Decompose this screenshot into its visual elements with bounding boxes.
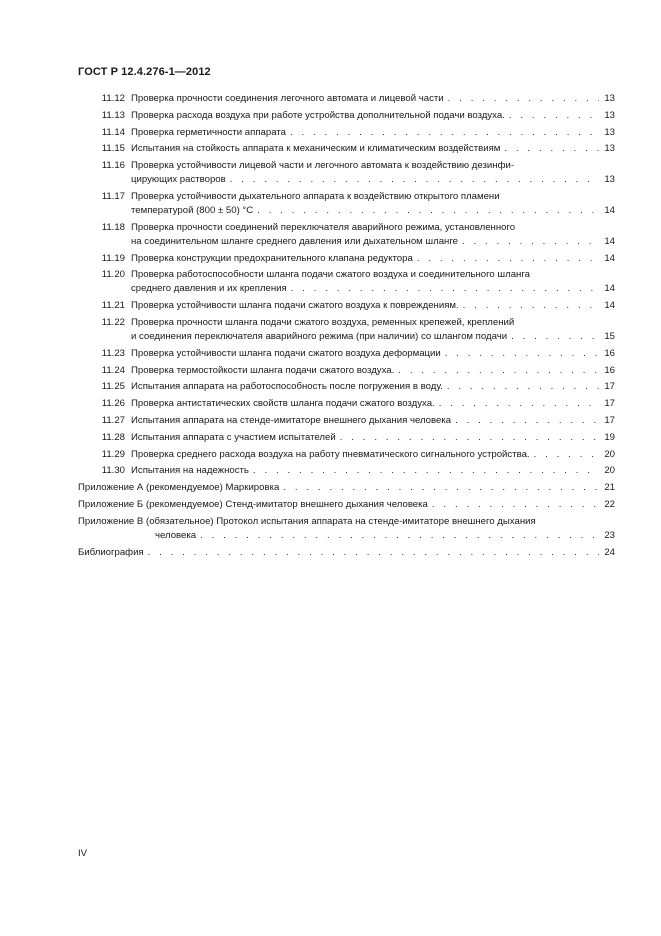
toc-entry-line xyxy=(131,221,615,235)
toc-section-row[interactable] xyxy=(78,159,615,187)
toc-page-number: 14 xyxy=(604,204,615,216)
toc-entry-line xyxy=(131,380,615,394)
page-number: IV xyxy=(78,848,88,859)
toc-section-number: 11.12 xyxy=(101,93,125,104)
toc-page-number: 14 xyxy=(604,300,615,312)
toc-section-row[interactable] xyxy=(78,316,615,344)
toc-entry-title: и соединения переключателя аварийного режима (при наличии) со шлангом подачи xyxy=(131,330,508,342)
toc-entry-line xyxy=(78,529,615,543)
toc-section-row[interactable] xyxy=(78,142,615,156)
dot-leader xyxy=(200,529,599,543)
toc-page-number: 24 xyxy=(604,546,615,558)
toc-entry-line xyxy=(131,204,615,218)
toc-section-row[interactable] xyxy=(78,397,615,411)
toc-entry-line xyxy=(131,414,615,428)
toc-entry-title: Испытания аппарата с участием испытателей xyxy=(131,431,336,443)
toc-page-number: 13 xyxy=(604,93,615,104)
toc-entry-title: Проверка работоспособности шланга подачи сжатого воздуха и соединительного шланга xyxy=(131,269,530,281)
toc-page-number: 13 xyxy=(604,126,615,138)
toc-entry-line xyxy=(131,347,615,361)
toc-entry-line xyxy=(131,92,615,106)
toc-entry-body xyxy=(131,126,615,140)
toc-entry-body xyxy=(131,397,615,411)
toc-entry-body xyxy=(131,299,615,313)
toc-entry-line xyxy=(78,546,615,560)
toc-entry-title: Проверка среднего расхода воздуха на работу пневматического сигнального устройства. xyxy=(131,448,530,460)
toc-entry-title: Проверка антистатических свойств шланга подачи сжатого воздуха. xyxy=(131,398,435,410)
toc-section-number: 11.27 xyxy=(101,414,125,426)
toc-entry-body xyxy=(131,380,615,394)
toc-entry-title: Библиография xyxy=(78,546,144,558)
dot-leader xyxy=(230,173,599,187)
toc-entry-line xyxy=(131,159,615,173)
toc-entry-line xyxy=(131,126,615,140)
toc-entry-line xyxy=(131,282,615,296)
dot-leader xyxy=(439,397,599,411)
toc-entry-title: Проверка конструкции предохранительного клапана редуктора xyxy=(131,252,413,264)
toc-page-number: 13 xyxy=(604,109,615,121)
toc-section-row[interactable] xyxy=(78,190,615,218)
dot-leader xyxy=(257,204,599,218)
dot-leader xyxy=(463,299,599,313)
toc-entry-body xyxy=(131,431,615,445)
toc-entry-line xyxy=(131,252,615,266)
toc-entry-title: Проверка прочности шланга подачи сжатого воздуха, ременных крепежей, креплений xyxy=(131,316,515,328)
toc-section-number: 11.17 xyxy=(101,190,125,202)
toc-page-number: 17 xyxy=(604,398,615,410)
toc-appendix-row[interactable] xyxy=(78,481,615,495)
toc-section-row[interactable] xyxy=(78,252,615,266)
toc-entry-body xyxy=(78,498,615,512)
dot-leader xyxy=(447,380,599,394)
toc-page-number: 13 xyxy=(604,174,615,186)
dot-leader xyxy=(462,235,599,249)
toc-entry-title: Проверка прочности соединения легочного автомата и лицевой части xyxy=(131,93,444,104)
toc-page-number: 14 xyxy=(604,235,615,247)
toc-page-number: 17 xyxy=(604,381,615,393)
toc-page-number: 20 xyxy=(604,448,615,460)
dot-leader xyxy=(290,126,599,140)
toc-entry-body xyxy=(78,515,615,543)
toc-section-number: 11.16 xyxy=(101,160,125,172)
toc-appendix-row[interactable] xyxy=(78,515,615,543)
dot-leader xyxy=(445,347,599,361)
toc-section-number: 11.26 xyxy=(101,398,125,410)
toc-section-row[interactable] xyxy=(78,414,615,428)
toc-entry-title: Проверка устойчивости шланга подачи сжатого воздуха деформации xyxy=(131,347,441,359)
toc-entry-body xyxy=(131,159,615,187)
toc-section-row[interactable] xyxy=(78,380,615,394)
toc-page-number: 15 xyxy=(604,330,615,342)
toc-appendix-row[interactable] xyxy=(78,546,615,560)
toc-entry-line xyxy=(131,299,615,313)
dot-leader xyxy=(504,142,599,156)
toc-appendix-row[interactable] xyxy=(78,498,615,512)
toc-entry-title: температурой (800 ± 50) °C xyxy=(131,204,254,216)
toc-entry-title: человека xyxy=(155,529,197,541)
toc-entry-body xyxy=(131,109,615,123)
toc-entry-title: Проверка прочности соединений переключателя аварийного режима, установленного xyxy=(131,221,516,233)
toc-entry-line xyxy=(131,235,615,249)
toc-page-number: 17 xyxy=(604,414,615,426)
toc-section-number: 11.14 xyxy=(101,126,125,138)
toc-page-number: 16 xyxy=(604,364,615,376)
toc-section-row[interactable] xyxy=(78,464,615,478)
toc-entry-title: Проверка расхода воздуха при работе устройства дополнительной подачи воздуха. xyxy=(131,109,505,121)
toc-section-number: 11.21 xyxy=(101,300,125,312)
toc-page-number: 21 xyxy=(604,482,615,494)
toc-entry-line xyxy=(131,431,615,445)
toc-section-number: 11.23 xyxy=(101,347,125,359)
toc-page-number: 14 xyxy=(604,283,615,295)
toc-section-row[interactable] xyxy=(78,448,615,462)
toc-section-number: 11.28 xyxy=(101,431,125,443)
toc-section-number: 11.15 xyxy=(101,143,125,155)
dot-leader xyxy=(417,252,599,266)
toc-entry-title: Испытания на надежность xyxy=(131,465,249,477)
dot-leader xyxy=(534,448,599,462)
toc-entry-body xyxy=(131,448,615,462)
toc-page-number: 16 xyxy=(604,347,615,359)
toc-entry-body xyxy=(131,221,615,249)
toc-entry-body xyxy=(131,190,615,218)
toc-entry-line xyxy=(131,190,615,204)
toc-entry-title: Испытания аппарата на работоспособность после погружения в воду. xyxy=(131,381,443,393)
dot-leader xyxy=(148,546,599,560)
toc-entry-line xyxy=(131,364,615,378)
toc-entry-line xyxy=(131,109,615,123)
toc-entry-body xyxy=(131,364,615,378)
toc-entry-title: Испытания на стойкость аппарата к механическим и климатическим воздействиям xyxy=(131,143,501,155)
toc-section-row[interactable] xyxy=(78,268,615,296)
toc-section-number: 11.20 xyxy=(101,269,125,281)
toc-section-row[interactable] xyxy=(78,364,615,378)
toc-section-number: 11.24 xyxy=(101,364,125,376)
toc-entry-line xyxy=(131,173,615,187)
dot-leader xyxy=(448,92,599,106)
toc-entry-line xyxy=(131,330,615,344)
toc-section-row[interactable] xyxy=(78,92,615,106)
toc-section-number: 11.30 xyxy=(101,465,125,477)
toc-entry-body xyxy=(131,316,615,344)
toc-section-number: 11.29 xyxy=(101,448,125,460)
toc-entry-title: на соединительном шланге среднего давления или дыхательном шланге xyxy=(131,235,458,247)
toc-entry-body xyxy=(131,268,615,296)
dot-leader xyxy=(509,109,599,123)
toc-entry-line xyxy=(78,515,615,529)
toc-entry-line xyxy=(131,397,615,411)
toc-entry-title: Проверка термостойкости шланга подачи сжатого воздуха. xyxy=(131,364,395,376)
toc-page-number: 23 xyxy=(604,529,615,541)
toc-entry-title: Приложение А (рекомендуемое) Маркировка xyxy=(78,482,280,494)
toc-entry-title: Проверка устойчивости шланга подачи сжатого воздуха к повреждениям. xyxy=(131,300,459,312)
toc-page-number: 22 xyxy=(604,498,615,510)
toc-entry-body xyxy=(131,347,615,361)
dot-leader xyxy=(455,414,599,428)
toc-section-row[interactable] xyxy=(78,126,615,140)
toc-entry-title: Приложение В (обязательное) Протокол испытания аппарата на стенде-имитаторе внешнего дыхания xyxy=(78,515,536,527)
toc-section-number: 11.18 xyxy=(101,221,125,233)
toc-entry-line xyxy=(78,481,615,495)
toc-section-number: 11.22 xyxy=(101,316,125,328)
dot-leader xyxy=(291,282,599,296)
table-of-contents xyxy=(78,92,615,562)
document-header: ГОСТ Р 12.4.276-1—2012 xyxy=(78,66,211,78)
toc-entry-body xyxy=(131,92,615,106)
toc-entry-body xyxy=(131,252,615,266)
toc-section-row[interactable] xyxy=(78,347,615,361)
toc-entry-line xyxy=(78,498,615,512)
dot-leader xyxy=(340,431,599,445)
toc-page-number: 13 xyxy=(604,143,615,155)
toc-entry-title: Проверка герметичности аппарата xyxy=(131,126,286,138)
toc-section-row[interactable] xyxy=(78,221,615,249)
toc-section-row[interactable] xyxy=(78,109,615,123)
toc-entry-line xyxy=(131,448,615,462)
toc-entry-body xyxy=(78,546,615,560)
dot-leader xyxy=(398,364,599,378)
toc-entry-title: Испытания аппарата на стенде-имитаторе внешнего дыхания человека xyxy=(131,414,452,426)
toc-section-row[interactable] xyxy=(78,431,615,445)
toc-entry-body xyxy=(131,414,615,428)
toc-entry-line xyxy=(131,142,615,156)
toc-entry-line xyxy=(131,268,615,282)
toc-entry-title: цирующих растворов xyxy=(131,174,226,186)
toc-page-number: 14 xyxy=(604,252,615,264)
toc-entry-line xyxy=(131,464,615,478)
toc-section-row[interactable] xyxy=(78,299,615,313)
toc-entry-title: Проверка устойчивости лицевой части и легочного автомата к воздействию дезинфи- xyxy=(131,160,515,172)
dot-leader xyxy=(283,481,599,495)
toc-entry-line xyxy=(131,316,615,330)
toc-page-number: 19 xyxy=(604,431,615,443)
toc-section-number: 11.25 xyxy=(101,381,125,393)
toc-section-number: 11.13 xyxy=(101,109,125,121)
toc-entry-body xyxy=(78,481,615,495)
toc-entry-body xyxy=(131,464,615,478)
toc-entry-title: Проверка устойчивости дыхательного аппарата к воздействию открытого пламени xyxy=(131,190,500,202)
dot-leader xyxy=(511,330,599,344)
toc-entry-title: Приложение Б (рекомендуемое) Стенд-имитатор внешнего дыхания человека xyxy=(78,498,428,510)
dot-leader xyxy=(432,498,599,512)
toc-entry-body xyxy=(131,142,615,156)
toc-entry-title: среднего давления и их крепления xyxy=(131,283,287,295)
dot-leader xyxy=(253,464,599,478)
toc-page-number: 20 xyxy=(604,465,615,477)
toc-section-number: 11.19 xyxy=(101,252,125,264)
